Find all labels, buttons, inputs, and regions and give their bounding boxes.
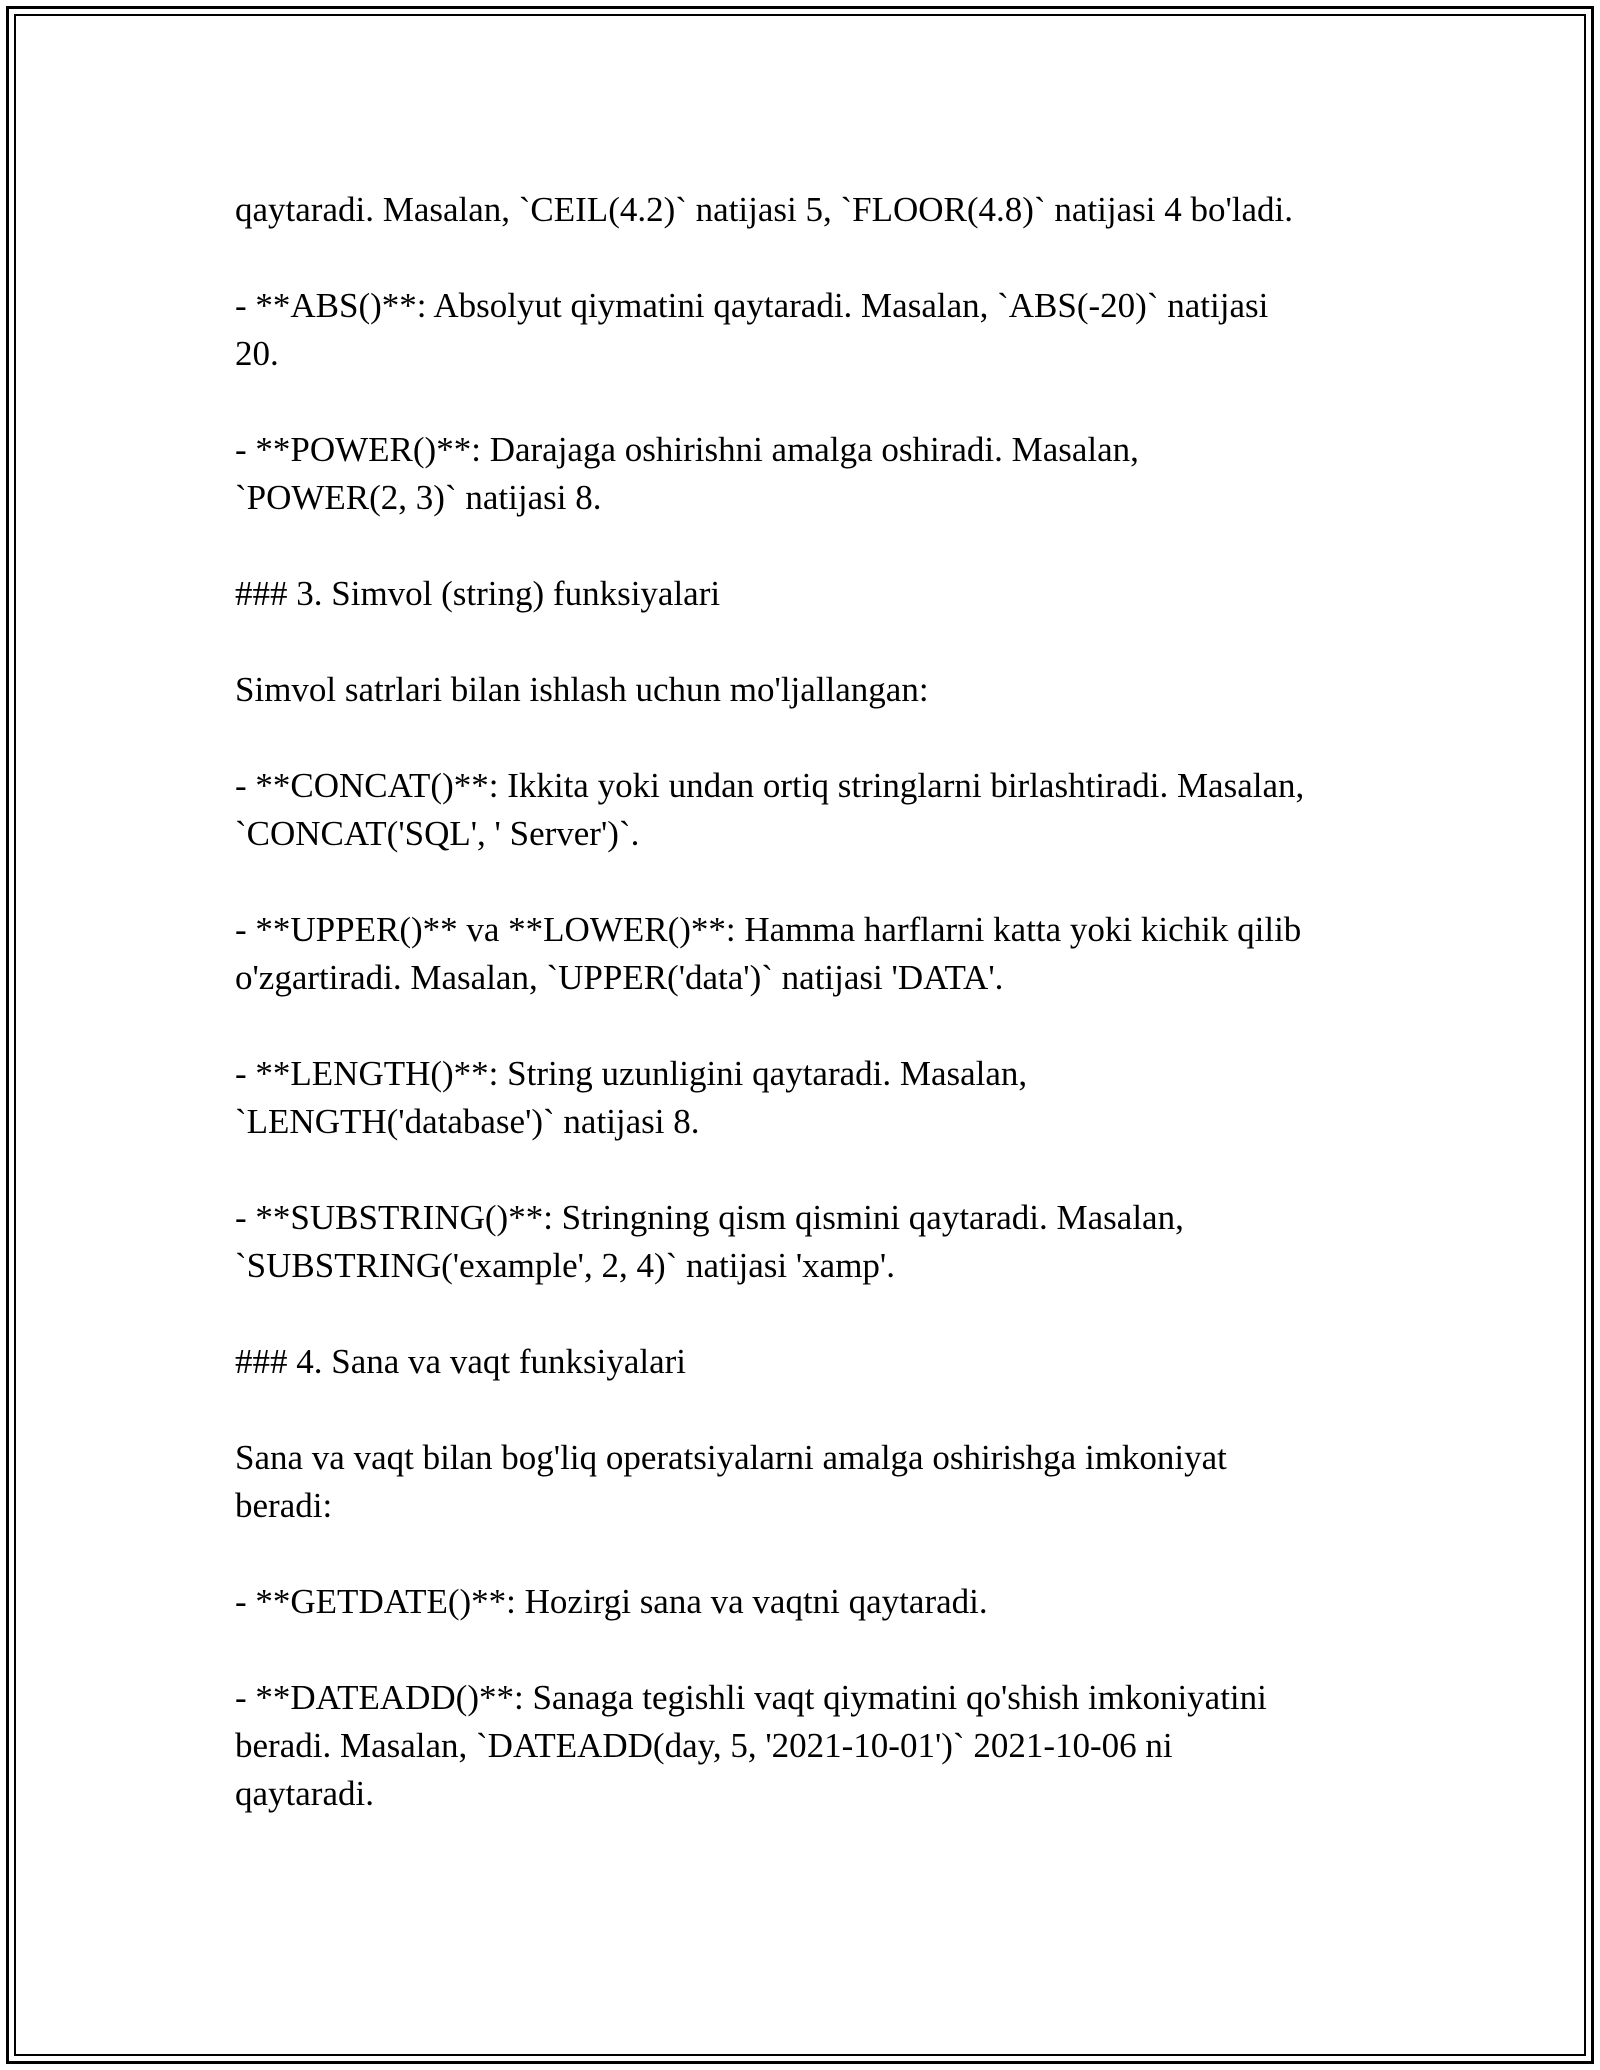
paragraph-dateadd: - **DATEADD()**: Sanaga tegishli vaqt qiymatini qo'shish imkoniyatini beradi. Masalan, `DATEADD(day, 5, '2021-10-01')` 2021-10-06 ni qaytaradi. [235,1678,1267,1813]
paragraph-concat: - **CONCAT()**: Ikkita yoki undan ortiq stringlarni birlashtiradi. Masalan, `CONCAT('SQL', ' Server')`. [235,766,1305,853]
paragraph-date-intro: Sana va vaqt bilan bog'liq operatsiyalarni amalga oshirishga imkoniyat beradi: [235,1438,1227,1525]
paragraph-string-intro: Simvol satrlari bilan ishlash uchun mo'ljallangan: [235,670,929,709]
paragraph-abs: - **ABS()**: Absolyut qiymatini qaytaradi. Masalan, `ABS(-20)` natijasi 20. [235,286,1269,373]
paragraph-substring: - **SUBSTRING()**: Stringning qism qismini qaytaradi. Masalan, `SUBSTRING('example', 2, 4)` natijasi 'xamp'. [235,1198,1184,1285]
heading-date-functions: ### 4. Sana va vaqt funksiyalari [235,1342,687,1381]
paragraph-length: - **LENGTH()**: String uzunligini qaytaradi. Masalan, `LENGTH('database')` natijasi 8. [235,1054,1028,1141]
paragraph-ceil-floor: qaytaradi. Masalan, `CEIL(4.2)` natijasi 5, `FLOOR(4.8)` natijasi 4 bo'ladi. [235,190,1293,229]
heading-string-functions: ### 3. Simvol (string) funksiyalari [235,574,721,613]
paragraph-getdate: - **GETDATE()**: Hozirgi sana va vaqtni qaytaradi. [235,1582,988,1621]
document-body [235,186,1365,1818]
paragraph-upper-lower: - **UPPER()** va **LOWER()**: Hamma harflarni katta yoki kichik qilib o'zgartiradi. Masalan, `UPPER('data')` natijasi 'DATA'. [235,910,1302,997]
paragraph-power: - **POWER()**: Darajaga oshirishni amalga oshiradi. Masalan, `POWER(2, 3)` natijasi 8. [235,430,1139,517]
